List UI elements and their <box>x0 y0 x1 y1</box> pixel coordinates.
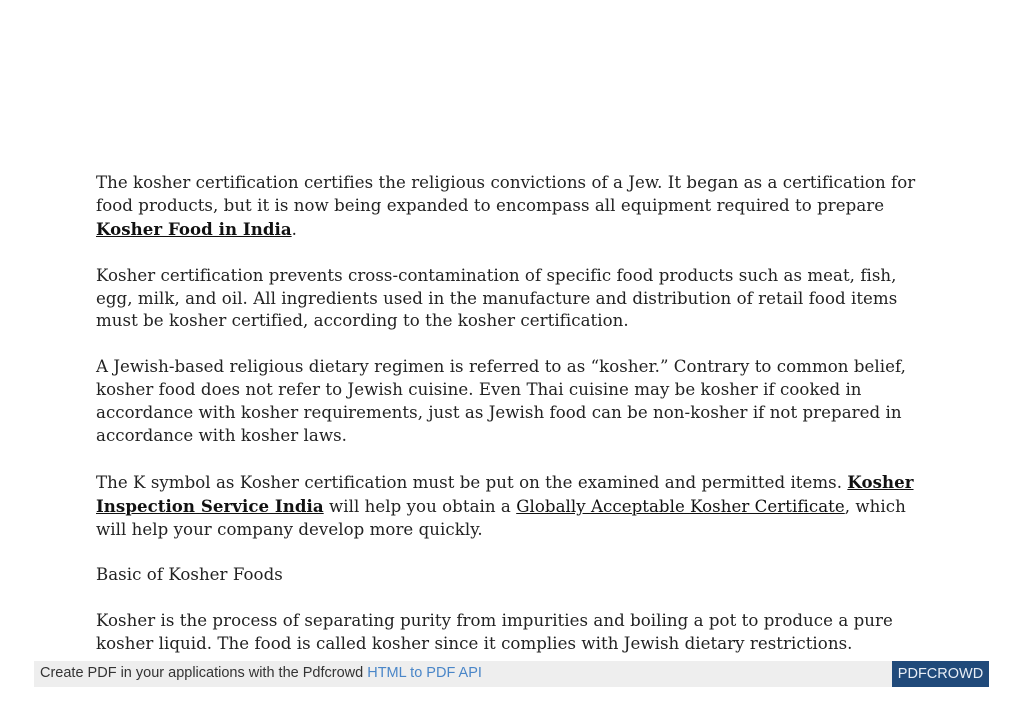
section-heading: Basic of Kosher Foods <box>96 565 283 585</box>
paragraph-basic-kosher: Kosher is the process of separating purity from impurities and boiling a pot to produce a pure kosher liquid. The food is called kosher since it complies with Jewish dietary restrictions. <box>96 611 893 654</box>
paragraph-k-symbol-text: The K symbol as Kosher certification must be put on the examined and permitted items. <box>96 472 848 492</box>
paragraph-k-symbol-end: , which will help your company develop more quickly. <box>96 496 906 539</box>
paragraph-intro-text: The kosher certification certifies the religious convictions of a Jew. It began as a certification for food products, but it is now being expanded to encompass all equipment required to prepare <box>96 173 916 215</box>
kosher-food-india-link[interactable]: Kosher Food in India <box>96 218 292 239</box>
kosher-certificate-link[interactable]: Globally Acceptable Kosher Certificate <box>516 496 845 516</box>
paragraph-k-symbol-middle: will help you obtain a <box>323 496 517 516</box>
paragraph-intro-end: . <box>291 219 297 239</box>
pdfcrowd-button[interactable]: PDFCROWD <box>892 661 989 687</box>
pdf-footer-bar <box>34 661 989 687</box>
paragraph-cross-contamination: Kosher certification prevents cross-contamination of specific food products such as meat, fish, egg, milk, and oil. All ingredients used in the manufacture and distribution of retail food items must be kosher certified, according to the kosher certification. <box>96 265 898 331</box>
paragraph-intro <box>96 172 916 242</box>
footer-text <box>40 665 482 681</box>
footer-text-label: Create PDF in your applications with the Pdfcrowd <box>40 665 368 681</box>
kosher-inspection-service-link[interactable]: Kosher Inspection Service India <box>96 471 914 516</box>
paragraph-kosher-definition: A Jewish-based religious dietary regimen is referred to as “kosher.” Contrary to common belief, kosher food does not refer to Jewish cuisine. Even Thai cuisine may be kosher if cooked in accordance with kosher requirements, just as Jewish food can be non-kosher if not prepared in accordance with kosher laws. <box>96 357 906 445</box>
html-to-pdf-api-link[interactable]: HTML to PDF API <box>367 665 482 681</box>
paragraph-k-symbol <box>96 471 916 542</box>
article-body <box>96 172 916 679</box>
